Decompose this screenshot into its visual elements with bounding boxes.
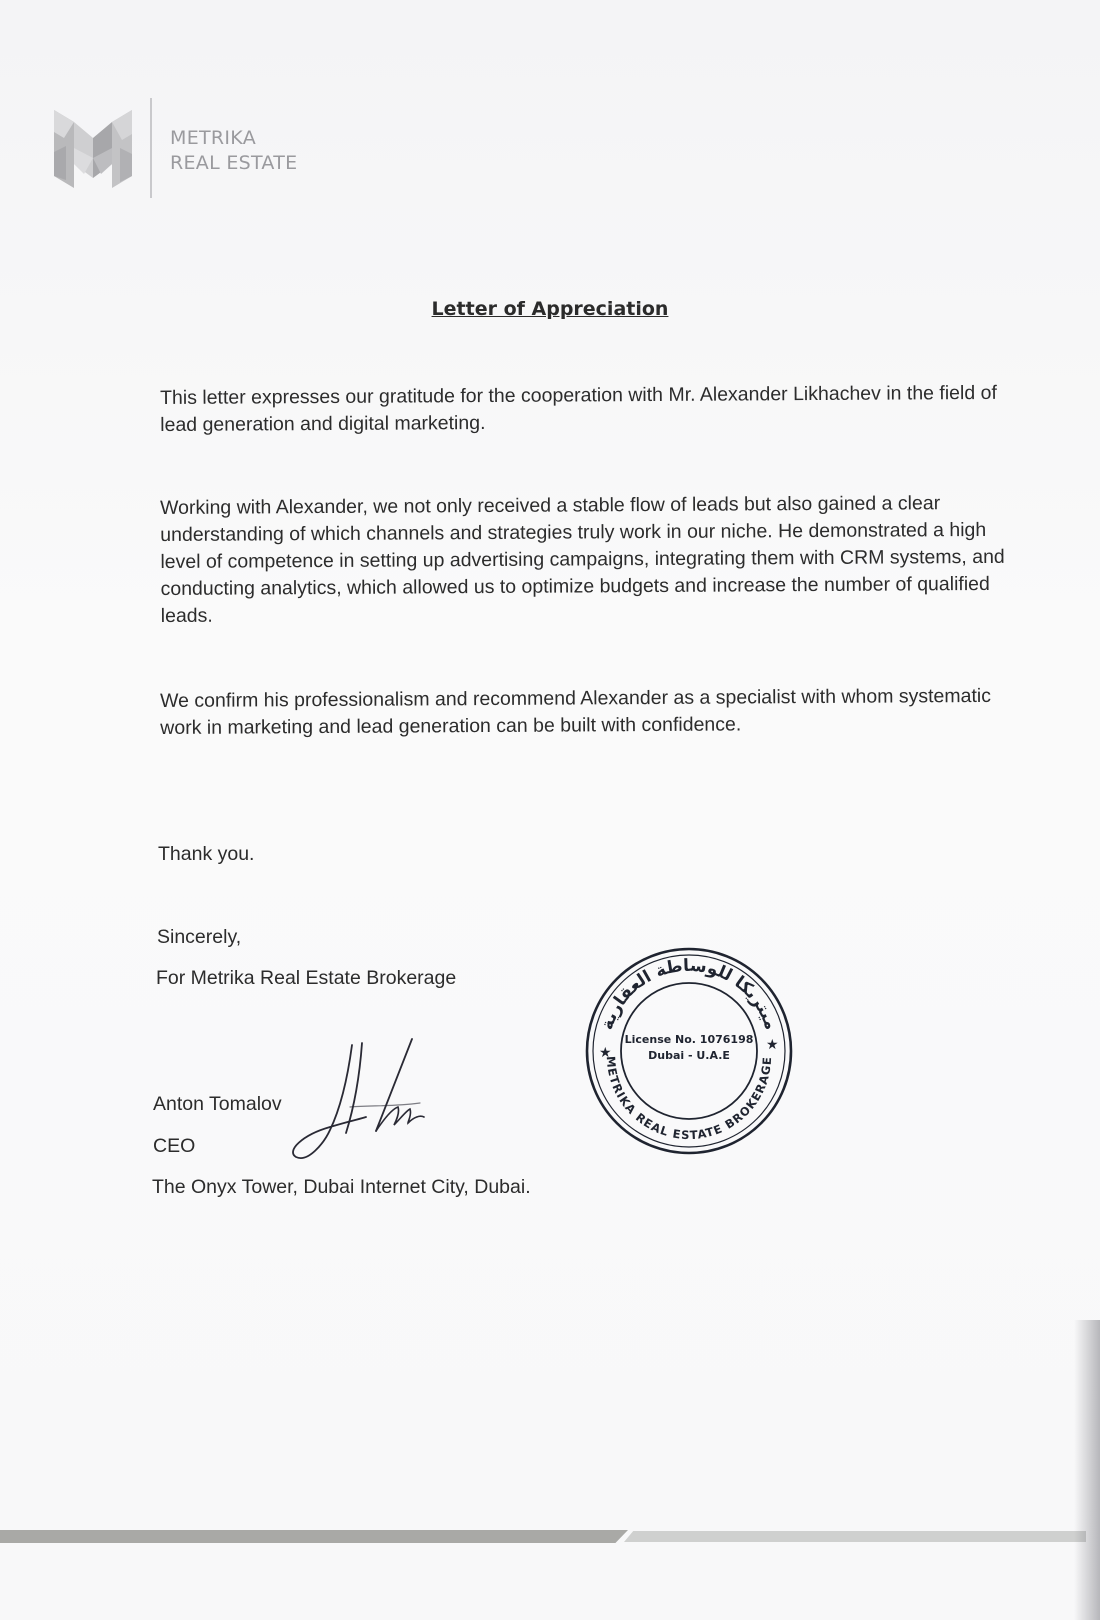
on-behalf-line: For Metrika Real Estate Brokerage	[156, 967, 457, 989]
letter-title: Letter of Appreciation	[431, 298, 669, 320]
stamp-arabic-text: ميتريكا للوساطة العقارية	[597, 955, 781, 1033]
closing-line: Sincerely,	[157, 926, 242, 948]
handwritten-signature	[290, 1035, 440, 1170]
paragraph-2: Working with Alexander, we not only received a stable flow of leads but also gained a clear understanding of which channels and strategies truly work in our niche. He demonstrated a high level of competence in setting up advertising campaigns, integrating them with CRM systems, and conducting analytics, which allowed us to optimize budgets and increase the number of qualified leads.	[160, 492, 1005, 627]
paragraph-3: We confirm his professionalism and recommend Alexander as a specialist with whom systematic work in marketing and lead generation can be built with confidence.	[160, 684, 992, 739]
stamp-license: License No. 1076198	[624, 1033, 754, 1046]
stamp-star-left-icon: ★	[599, 1045, 612, 1061]
metrika-logo-icon	[54, 108, 132, 188]
stamp-location: Dubai - U.A.E	[648, 1049, 730, 1062]
svg-text:METRIKA REAL ESTATE BROKERAGE	[604, 1056, 774, 1142]
logo-line-1: METRIKA	[170, 127, 257, 149]
thank-you-line: Thank you.	[158, 843, 255, 865]
company-logo-text	[170, 126, 297, 176]
company-address: The Onyx Tower, Dubai Internet City, Dubai.	[152, 1176, 531, 1198]
paragraph-1: This letter expresses our gratitude for the cooperation with Mr. Alexander Likhachev in the field of lead generation and digital marketing.	[160, 381, 997, 436]
logo-line-2: REAL ESTATE	[170, 152, 298, 174]
company-stamp-icon	[583, 945, 795, 1157]
footer-bar-light	[624, 1531, 1086, 1542]
stamp-english-text: METRIKA REAL ESTATE BROKERAGE	[603, 1055, 775, 1143]
logo-divider	[150, 98, 152, 198]
signer-name: Anton Tomalov	[153, 1093, 282, 1115]
svg-text:ميتريكا للوساطة العقارية	[597, 956, 781, 1033]
page-edge-shadow	[1074, 1320, 1100, 1620]
footer-bar-dark	[0, 1530, 628, 1543]
stamp-star-right-icon: ★	[766, 1037, 779, 1053]
signer-title: CEO	[153, 1135, 196, 1157]
